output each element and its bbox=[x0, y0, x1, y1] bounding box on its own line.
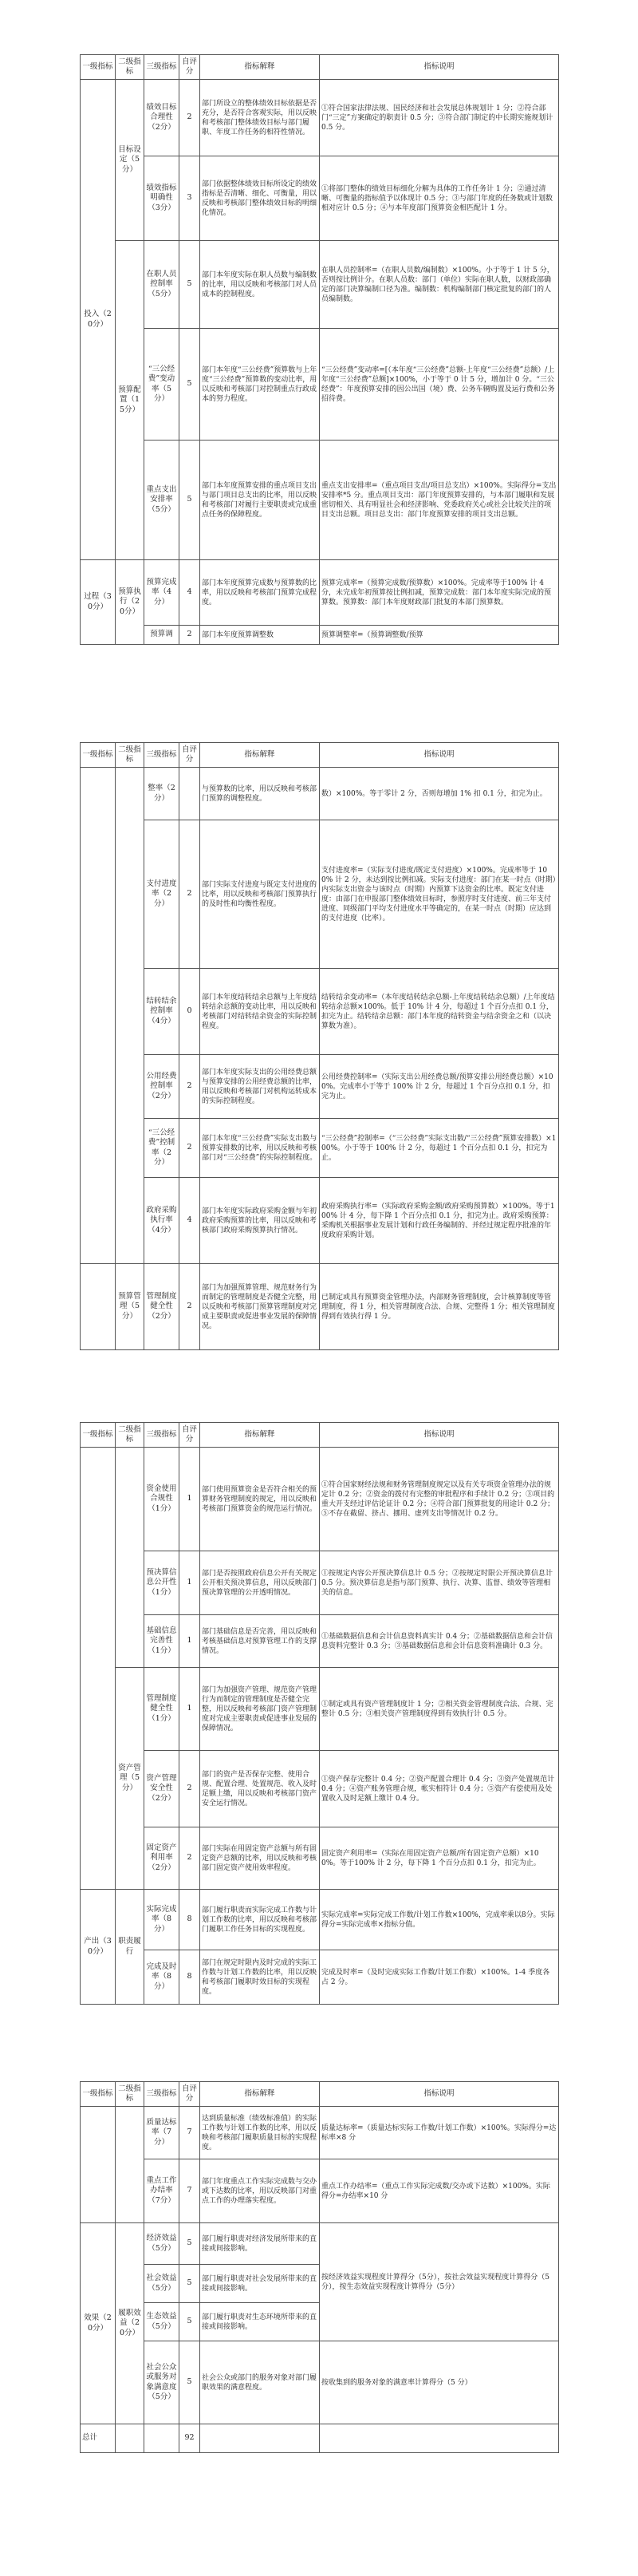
level3-cell: 固定资产利用率（2分） bbox=[144, 1827, 179, 1890]
header-cell: 二级指标 bbox=[116, 2082, 144, 2107]
table-row bbox=[81, 2107, 559, 2159]
explanation-cell: 社会公众或部门的服务对象对部门履职效果的满意程度。 bbox=[200, 2341, 320, 2424]
evaluation-table bbox=[80, 1422, 559, 2005]
table-row bbox=[81, 329, 559, 441]
table-row bbox=[81, 560, 559, 626]
level2-cell: 预算配置（15分） bbox=[116, 241, 144, 560]
level1-cell: 投入（20分） bbox=[81, 80, 116, 560]
level3-cell bbox=[144, 2424, 179, 2453]
table-row bbox=[81, 2341, 559, 2424]
explanation-cell: 部门本年度实际支出的公用经费总额与预算安排的公用经费总额的比率，用以反映和考核部门对机构运转成本的实际控制程度。 bbox=[200, 1055, 320, 1119]
table-row bbox=[81, 820, 559, 969]
level3-cell: 社会效益（5分） bbox=[144, 2265, 179, 2303]
table-row bbox=[81, 156, 559, 241]
score-cell: 4 bbox=[179, 560, 200, 626]
header-cell: 指标说明 bbox=[320, 55, 559, 80]
explanation-cell: 部门实际在用固定资产总额与所有固定资产总额的比率，用以反映和考核部门固定资产使用效率程度。 bbox=[200, 1827, 320, 1890]
explanation-cell: 部门履行职责对经济发展所带来的直接或间接影响。 bbox=[200, 2223, 320, 2265]
level3-cell: 生态效益（5分） bbox=[144, 2303, 179, 2341]
explanation-cell: 部门本年度预算调整数 bbox=[200, 626, 320, 645]
level3-cell: 资金使用合规性（1分） bbox=[144, 1448, 179, 1551]
score-cell: 2 bbox=[179, 1751, 200, 1827]
level3-cell: 社会公众或服务对象满意度（5分） bbox=[144, 2341, 179, 2424]
table-row bbox=[81, 969, 559, 1055]
explanation-cell: 部门履行职责对社会发展所带来的直接或间接影响。 bbox=[200, 2265, 320, 2303]
level3-cell: 政府采购执行率（4分） bbox=[144, 1178, 179, 1264]
level1-cell: 过程（30分） bbox=[81, 560, 116, 645]
score-cell: 5 bbox=[179, 2265, 200, 2303]
header-cell: 自评分 bbox=[179, 743, 200, 768]
explanation-cell: 部门在规定时限内及时完成的实际工作数与计划工作数的比率，用以反映和考核部门履职时效目标的实现程度。 bbox=[200, 1950, 320, 2005]
level2-cell: 目标设定（5分） bbox=[116, 80, 144, 241]
level1-cell bbox=[81, 1264, 116, 1350]
level2-cell bbox=[116, 2107, 144, 2223]
score-cell: 2 bbox=[179, 1264, 200, 1350]
note-cell: 已制定或具有预算资金管理办法，内部财务管理制度，会计核算制度等管理制度，得 1 分，相关管理制度合法、合规、完整得 1 分；相关管理制度得到有效执行得 1 分。 bbox=[320, 1264, 559, 1350]
note-cell: ①将部门整体的绩效目标细化分解为具体的工作任务计 1 分；②通过清晰、可衡量的指标值予以体现计 0.5 分；③与部门年度的任务数或计划数相对应计 0.5 分；④与本年度部门预算资金相匹配计 1 分。 bbox=[320, 156, 559, 241]
table-row bbox=[81, 1178, 559, 1264]
header-cell: 三级指标 bbox=[144, 1423, 179, 1448]
score-cell: 3 bbox=[179, 156, 200, 241]
level3-cell: 基础信息完善性（1分） bbox=[144, 1615, 179, 1668]
level3-cell: “三公经费”控制率（2分） bbox=[144, 1119, 179, 1178]
table-row bbox=[81, 241, 559, 329]
table-row bbox=[81, 768, 559, 820]
total-label: 总计 bbox=[81, 2424, 116, 2453]
score-cell: 8 bbox=[179, 1950, 200, 2005]
table-row bbox=[81, 1751, 559, 1827]
total-score: 92 bbox=[179, 2424, 200, 2453]
note-cell: 重点支出安排率=（重点项目支出/项目总支出）×100%。实际得分=支出安排率*5 分。重点项目支出：部门年度预算安排的，与本部门履职和发展密切相关、具有明显社会和经济影响、党委政府关心或社会比较关注的项目支出总额。项目总支出：部门年度预算安排的项目支出总额。 bbox=[320, 441, 559, 560]
header-cell: 三级指标 bbox=[144, 55, 179, 80]
header-cell: 一级指标 bbox=[81, 2082, 116, 2107]
level3-cell: 预算调 bbox=[144, 626, 179, 645]
note-cell: ①符合国家法律法规、国民经济和社会发展总体规划计 1 分；②符合部门“三定”方案确定的职责计 0.5 分；③符合部门制定的中长期实施规划计 0.5 分。 bbox=[320, 80, 559, 156]
score-cell: 0 bbox=[179, 969, 200, 1055]
header-row bbox=[81, 2082, 559, 2107]
header-cell: 指标说明 bbox=[320, 2082, 559, 2107]
note-cell: ①资产保存完整计 0.4 分；②资产配置合理计 0.4 分；③资产处置规范计 0.4 分；④资产账务管理合规，帐实相符计 0.4 分；⑤资产有偿使用及处置收入及时足额上缴计 0.4 分。 bbox=[320, 1751, 559, 1827]
score-cell: 5 bbox=[179, 2341, 200, 2424]
explanation-cell: 部门履行职责而实际完成工作数与计划工作数的比率，用以反映和考核部门履职工作任务目标的实现程度。 bbox=[200, 1890, 320, 1950]
level3-cell: 在职人员控制率（5分） bbox=[144, 241, 179, 329]
level2-cell: 履职效益（20分） bbox=[116, 2223, 144, 2424]
table-row bbox=[81, 1615, 559, 1668]
header-cell: 指标解释 bbox=[200, 1423, 320, 1448]
level3-cell: 结转结余控制率（4分） bbox=[144, 969, 179, 1055]
score-cell: 5 bbox=[179, 2223, 200, 2265]
table-row bbox=[81, 1119, 559, 1178]
table-row bbox=[81, 1055, 559, 1119]
level2-cell: 职责履行 bbox=[116, 1890, 144, 2005]
note-cell: 重点工作办结率=（重点工作实际完成数/交办或下达数）×100%。实际得分=办结率×10 分 bbox=[320, 2159, 559, 2223]
explanation-cell: 部门为加强资产管理、规范资产管理行为而制定的管理制度是否健全完整，用以反映和考核部门资产管理制度对完成主要职责或促进事业发展的保障情况。 bbox=[200, 1668, 320, 1751]
explanation-cell: 部门为加强预算管理、规范财务行为而制定的管理制度是否健全完整，用以反映和考核部门预算管理制度对完成主要职责或促进事业发展的保障情况。 bbox=[200, 1264, 320, 1350]
score-cell: 2 bbox=[179, 1827, 200, 1890]
score-cell bbox=[179, 768, 200, 820]
explanation-cell: 部门年度重点工作实际完成数与交办或下达数的比率，用以反映部门对重点工作的办理落实程度。 bbox=[200, 2159, 320, 2223]
score-cell: 1 bbox=[179, 1551, 200, 1615]
table-row bbox=[81, 2159, 559, 2223]
header-cell: 三级指标 bbox=[144, 743, 179, 768]
explanation-cell: 部门使用预算资金是否符合相关的预算财务管理制度的规定，用以反映和考核部门预算资金的规范运行情况。 bbox=[200, 1448, 320, 1551]
score-cell: 7 bbox=[179, 2107, 200, 2159]
note-cell: 实际完成率=实际完成工作数/计划工作数×100%，完成率乘以8分。实际得分=实际完成率×指标分值。 bbox=[320, 1890, 559, 1950]
evaluation-table bbox=[80, 54, 559, 645]
note-cell: 政府采购执行率=（实际政府采购金额/政府采购预算数）×100%。等于100% 计 4 分，每下降 1 个百分点扣 0.1 分，扣完为止。政府采购预算：采购机关根据事业发展计划和行政任务编制的、并经过规定程序批准的年度政府采购计划。 bbox=[320, 1178, 559, 1264]
header-cell: 一级指标 bbox=[81, 55, 116, 80]
note-cell: ①按规定内容公开预决算信息计 0.5 分；②按规定时限公开预决算信息计 0.5 分。预决算信息是指与部门预算、执行、决算、监督、绩效等管理相关的信息。 bbox=[320, 1551, 559, 1615]
note-cell: ①制定或具有资产管理制度计 1 分；②相关资金管理制度合法、合规、完整计 0.5 分；③相关资产管理制度得到有效执行计 0.5 分。 bbox=[320, 1668, 559, 1751]
note-cell: ①基础数据信息和会计信息资料真实计 0.4 分；②基础数据信息和会计信息资料完整计 0.3 分；③基础数据信息和会计信息资料准确计 0.3 分。 bbox=[320, 1615, 559, 1668]
header-cell: 指标说明 bbox=[320, 743, 559, 768]
table-page-2 bbox=[80, 742, 558, 1350]
table-row bbox=[81, 1890, 559, 1950]
header-cell: 自评分 bbox=[179, 2082, 200, 2107]
table-page-4 bbox=[80, 2081, 558, 2453]
explanation-cell: 部门是否按照政府信息公开有关规定公开相关预决算信息，用以反映部门预决算管理的公开透明情况。 bbox=[200, 1551, 320, 1615]
table-row bbox=[81, 1264, 559, 1350]
explanation-cell: 部门本年度预算安排的重点项目支出与部门项目总支出的比率，用以反映和考核部门对履行主要职责或完成重点任务的保障程度。 bbox=[200, 441, 320, 560]
score-cell: 2 bbox=[179, 1119, 200, 1178]
header-cell: 一级指标 bbox=[81, 1423, 116, 1448]
level2-cell bbox=[116, 768, 144, 1264]
explanation-cell: 部门的资产是否保存完整、使用合规、配置合理、处置规范、收入及时足额上缴，用以反映和考核部门资产安全运行情况。 bbox=[200, 1751, 320, 1827]
header-cell: 指标解释 bbox=[200, 55, 320, 80]
note-cell: 按收集到的服务对象的满意率计算得分（5 分） bbox=[320, 2341, 559, 2424]
header-cell: 三级指标 bbox=[144, 2082, 179, 2107]
header-row bbox=[81, 1423, 559, 1448]
header-cell: 自评分 bbox=[179, 1423, 200, 1448]
level3-cell: 完成及时率（8分） bbox=[144, 1950, 179, 2005]
header-cell: 自评分 bbox=[179, 55, 200, 80]
score-cell: 2 bbox=[179, 626, 200, 645]
note-cell: 结转结余变动率=（本年度结转结余总额-上年度结转结余总额）/上年度结转结余总额×100%。低于 10% 计 4 分，每超过 1 个百分点扣 0.1 分，扣完为止。结转结余总额：部门本年度的结转资金与结余资金之和（以决算数为准）。 bbox=[320, 969, 559, 1055]
note-cell: 数）×100%。等于零计 2 分，否则每增加 1% 扣 0.1 分，扣完为止。 bbox=[320, 768, 559, 820]
table-row bbox=[81, 2223, 559, 2265]
level3-cell: 实际完成率（8分） bbox=[144, 1890, 179, 1950]
level3-cell: 管理制度健全性（2分） bbox=[144, 1264, 179, 1350]
score-cell: 5 bbox=[179, 241, 200, 329]
level2-cell: 资产管理（5分） bbox=[116, 1668, 144, 1890]
note-cell: 完成及时率=（及时完成实际工作数/计划工作数）×100%。1-4 季度各占 2 分。 bbox=[320, 1950, 559, 2005]
score-cell: 5 bbox=[179, 329, 200, 441]
explanation-cell: 部门依据整体绩效目标所设定的绩效指标是否清晰、细化、可衡量，用以反映和考核部门整体绩效目标的明细化情况。 bbox=[200, 156, 320, 241]
note-cell: 预算完成率=（预算完成数/预算数）×100%。完成率等于100% 计 4 分，未完成年初预算按比例扣减，预算完成数：部门本年度实际完成的预算数。预算数：部门本年度财政部门批复的本部门预算数。 bbox=[320, 560, 559, 626]
score-cell: 2 bbox=[179, 80, 200, 156]
level1-cell bbox=[81, 2107, 116, 2223]
table-row bbox=[81, 1827, 559, 1890]
score-cell: 7 bbox=[179, 2159, 200, 2223]
table-row bbox=[81, 441, 559, 560]
total-row bbox=[81, 2424, 559, 2453]
level2-cell: 预算管理（5分） bbox=[116, 1264, 144, 1350]
level1-cell: 产出（30分） bbox=[81, 1890, 116, 2005]
evaluation-table bbox=[80, 2081, 559, 2453]
note-cell: 质量达标率=（质量达标实际工作数/计划工作数）×100%。实际得分=达标率×8 分 bbox=[320, 2107, 559, 2159]
explanation-cell: 达到质量标准（绩效标准值）的实际工作数与计划工作数的比率，用以反映和考核部门履职质量目标的实现程度。 bbox=[200, 2107, 320, 2159]
level2-cell bbox=[116, 2424, 144, 2453]
level3-cell: 预算完成率（4分） bbox=[144, 560, 179, 626]
score-cell: 1 bbox=[179, 1668, 200, 1751]
level1-cell: 效果（20分） bbox=[81, 2223, 116, 2424]
header-cell: 二级指标 bbox=[116, 55, 144, 80]
explanation-cell bbox=[200, 2424, 320, 2453]
explanation-cell: 部门本年度实际在职人员数与编制数的比率，用以反映和考核部门对人员成本的控制程度。 bbox=[200, 241, 320, 329]
table-row bbox=[81, 1668, 559, 1751]
note-cell: 在职人员控制率=（在职人员数/编制数）×100%。小于等于 1 计 5 分，否则按比例计分。在职人员数：部门（单位）实际在职人数，以财政部确定的部门决算编制口径为准。编制数：机构编制部门核定批复的部门的人员编制数。 bbox=[320, 241, 559, 329]
explanation-cell: 部门本年度实际政府采购金额与年初政府采购预算的比率，用以反映和考核部门政府采购预算执行情况。 bbox=[200, 1178, 320, 1264]
table-row bbox=[81, 1448, 559, 1551]
score-cell: 2 bbox=[179, 820, 200, 969]
table-row bbox=[81, 80, 559, 156]
note-cell: 预算调整率=（预算调整数/预算 bbox=[320, 626, 559, 645]
level3-cell: 支付进度率（2分） bbox=[144, 820, 179, 969]
explanation-cell: 与预算数的比率，用以反映和考核部门预算的调整程度。 bbox=[200, 768, 320, 820]
table-page-1 bbox=[80, 54, 558, 645]
table-row bbox=[81, 626, 559, 645]
level1-cell bbox=[81, 768, 116, 1264]
level3-cell: 经济效益（5分） bbox=[144, 2223, 179, 2265]
header-cell: 指标说明 bbox=[320, 1423, 559, 1448]
explanation-cell: 部门所设立的整体绩效目标依据是否充分，是否符合客观实际，用以反映和考核部门整体绩效目标与部门履职、年度工作任务的相符性情况。 bbox=[200, 80, 320, 156]
explanation-cell: 部门本年度“三公经费”预算数与上年度“三公经费”预算数的变动比率，用以反映和考核部门对控制重点行政成本的努力程度。 bbox=[200, 329, 320, 441]
note-cell: 支付进度率=（实际支付进度/既定支付进度）×100%。完成率等于 100% 计 2 分，未达到按比例扣减。实际支付进度：部门在某一时点（时期）内实际支出资金与该时点（时期）内预算下达资金的比率。既定支付进度：由部门在申报部门整体绩效目标时，参照序时支付进度、前三年支付进度、同级部门平均支付进度水平等确定的，在某一时点（时期）应达到的支付进度（比率）。 bbox=[320, 820, 559, 969]
table-row bbox=[81, 1551, 559, 1615]
score-cell: 5 bbox=[179, 441, 200, 560]
note-cell: 公用经费控制率=（实际支出公用经费总额/预算安排公用经费总额）×100%。完成率小于等于 100% 计 2 分，每超过 1 个百分点扣 0.1 分，扣完为止。 bbox=[320, 1055, 559, 1119]
level3-cell: 绩效目标合理性（2分） bbox=[144, 80, 179, 156]
level3-cell: “三公经费”变动率（5分） bbox=[144, 329, 179, 441]
score-cell: 1 bbox=[179, 1448, 200, 1551]
explanation-cell: 部门实际支付进度与既定支付进度的比率，用以反映和考核部门预算执行的及时性和均衡性程度。 bbox=[200, 820, 320, 969]
level3-cell: 预决算信息公开性（1分） bbox=[144, 1551, 179, 1615]
level3-cell: 重点工作办结率（7分） bbox=[144, 2159, 179, 2223]
note-cell bbox=[320, 2424, 559, 2453]
explanation-cell: 部门本年度预算完成数与预算数的比率，用以反映和考核部门预算完成程度。 bbox=[200, 560, 320, 626]
score-cell: 5 bbox=[179, 2303, 200, 2341]
level3-cell: 整率（2分） bbox=[144, 768, 179, 820]
header-cell: 指标解释 bbox=[200, 2082, 320, 2107]
header-cell: 一级指标 bbox=[81, 743, 116, 768]
level3-cell: 质量达标率（7分） bbox=[144, 2107, 179, 2159]
level3-cell: 重点支出安排率（5分） bbox=[144, 441, 179, 560]
note-cell: 固定资产利用率=（实际在用固定资产总额/所有固定资产总额）×100%。等于100% 计 2 分，每下降 1 个百分点扣 0.1 分，扣完为止。 bbox=[320, 1827, 559, 1890]
header-cell: 二级指标 bbox=[116, 1423, 144, 1448]
table-row bbox=[81, 1950, 559, 2005]
level1-cell bbox=[81, 1448, 116, 1890]
explanation-cell: 部门基础信息是否完善，用以反映和考核基础信息对预算管理工作的支撑情况。 bbox=[200, 1615, 320, 1668]
level3-cell: 绩效指标明确性（3分） bbox=[144, 156, 179, 241]
note-cell: 按经济效益实现程度计算得分（5分），按社会效益实现程度计算得分（5分），按生态效益实现程度计算得分（5分） bbox=[320, 2223, 559, 2341]
level3-cell: 资产管理安全性（2分） bbox=[144, 1751, 179, 1827]
score-cell: 8 bbox=[179, 1890, 200, 1950]
note-cell: “三公经费”变动率=[（本年度“三公经费”总额-上年度“三公经费”总额）/上年度“三公经费”总额]×100%，小于等于 0 计 5 分，增加计 0 分。“三公经费”：年度预算安排的因公出国（境）费、公务车辆购置及运行费和公务招待费。 bbox=[320, 329, 559, 441]
score-cell: 2 bbox=[179, 1055, 200, 1119]
note-cell: “三公经费”控制率=（“三公经费”实际支出数/“三公经费”预算安排数）×100%。小于等于 100% 计 2 分，每超过 1 个百分点扣 0.1 分，扣完为止。 bbox=[320, 1119, 559, 1178]
explanation-cell: 部门本年度结转结余总额与上年度结转结余总额的变动比率，用以反映和考核部门对结转结余资金的实际控制程度。 bbox=[200, 969, 320, 1055]
level3-cell: 公用经费控制率（2分） bbox=[144, 1055, 179, 1119]
explanation-cell: 部门本年度“三公经费”实际支出数与预算安排数的比率，用以反映和考核部门对“三公经费”的实际控制程度。 bbox=[200, 1119, 320, 1178]
header-row bbox=[81, 743, 559, 768]
table-page-3 bbox=[80, 1422, 558, 2005]
header-cell: 二级指标 bbox=[116, 743, 144, 768]
header-cell: 指标解释 bbox=[200, 743, 320, 768]
score-cell: 1 bbox=[179, 1615, 200, 1668]
explanation-cell: 部门履行职责对生态环境所带来的直接或间接影响。 bbox=[200, 2303, 320, 2341]
score-cell: 4 bbox=[179, 1178, 200, 1264]
header-row bbox=[81, 55, 559, 80]
level2-cell bbox=[116, 1448, 144, 1668]
evaluation-table bbox=[80, 742, 559, 1350]
note-cell: ①符合国家财经法规和财务管理制度规定以及有关专项资金管理办法的规定计 0.2 分；②资金的拨付有完整的审批程序和手续计 0.2 分；③项目的重大开支经过评估论证计 0.2 分；④符合部门预算批复的用途计 0.2 分；⑤不存在截留、挤占、挪用、虚列支出等情况计 0.2 分。 bbox=[320, 1448, 559, 1551]
level3-cell: 管理制度健全性（1分） bbox=[144, 1668, 179, 1751]
level2-cell: 预算执行（20分） bbox=[116, 560, 144, 645]
